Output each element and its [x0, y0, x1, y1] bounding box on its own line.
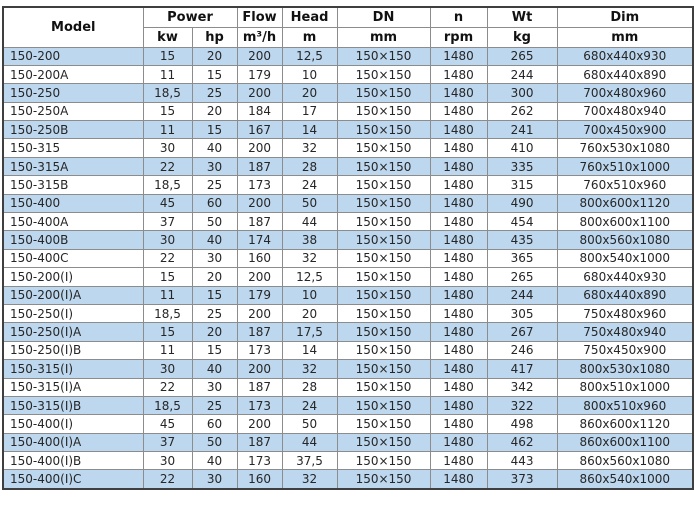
table-cell: 1480	[430, 213, 487, 231]
table-cell: 150×150	[337, 415, 430, 433]
table-cell: 14	[282, 121, 337, 139]
table-row	[3, 323, 693, 341]
table-cell: 15	[192, 286, 237, 304]
table-cell: 22	[143, 157, 192, 175]
table-cell: 173	[237, 341, 282, 359]
table-cell: 150×150	[337, 231, 430, 249]
table-cell: 700x480x960	[557, 84, 693, 102]
col-header-dn: DN	[337, 7, 430, 27]
table-cell: 37	[143, 213, 192, 231]
table-cell: 22	[143, 470, 192, 489]
table-cell: 322	[487, 396, 557, 414]
table-cell: 24	[282, 176, 337, 194]
table-cell: 20	[192, 323, 237, 341]
table-body	[3, 47, 693, 489]
table-cell: 60	[192, 415, 237, 433]
table-cell: 167	[237, 121, 282, 139]
table-row	[3, 415, 693, 433]
table-cell: 265	[487, 47, 557, 65]
table-cell: 18,5	[143, 304, 192, 322]
col-header-model: Model	[3, 7, 143, 47]
table-cell: 187	[237, 323, 282, 341]
table-cell: 11	[143, 341, 192, 359]
table-cell: 860x600x1100	[557, 433, 693, 451]
table-cell: 30	[143, 231, 192, 249]
table-cell: 262	[487, 102, 557, 120]
table-cell: 800x510x1000	[557, 378, 693, 396]
col-header-flow: Flow	[237, 7, 282, 27]
table-cell: 20	[192, 47, 237, 65]
table-cell: 800x600x1120	[557, 194, 693, 212]
table-cell: 30	[192, 157, 237, 175]
table-cell: 1480	[430, 433, 487, 451]
table-row	[3, 121, 693, 139]
table-cell: 10	[282, 65, 337, 83]
table-cell: 40	[192, 360, 237, 378]
model-cell: 150-250(I)	[3, 304, 143, 322]
table-cell: 1480	[430, 378, 487, 396]
table-cell: 1480	[430, 231, 487, 249]
unit-head: m	[282, 27, 337, 47]
table-cell: 11	[143, 286, 192, 304]
table-cell: 1480	[430, 176, 487, 194]
table-cell: 40	[192, 452, 237, 470]
table-cell: 680x440x930	[557, 268, 693, 286]
table-cell: 1480	[430, 249, 487, 267]
table-cell: 40	[192, 231, 237, 249]
table-row	[3, 231, 693, 249]
model-cell: 150-200(I)	[3, 268, 143, 286]
table-cell: 1480	[430, 415, 487, 433]
table-cell: 800x560x1080	[557, 231, 693, 249]
model-cell: 150-400C	[3, 249, 143, 267]
table-cell: 173	[237, 396, 282, 414]
table-cell: 150×150	[337, 139, 430, 157]
table-cell: 373	[487, 470, 557, 489]
table-cell: 200	[237, 268, 282, 286]
table-cell: 50	[192, 433, 237, 451]
table-cell: 12,5	[282, 47, 337, 65]
model-cell: 150-315(I)A	[3, 378, 143, 396]
table-cell: 1480	[430, 323, 487, 341]
table-cell: 150×150	[337, 323, 430, 341]
table-cell: 1480	[430, 102, 487, 120]
table-cell: 1480	[430, 452, 487, 470]
table-cell: 179	[237, 286, 282, 304]
table-cell: 30	[143, 139, 192, 157]
table-cell: 1480	[430, 470, 487, 489]
table-cell: 1480	[430, 360, 487, 378]
table-row	[3, 84, 693, 102]
table-cell: 1480	[430, 286, 487, 304]
table-cell: 15	[192, 65, 237, 83]
table-cell: 150×150	[337, 249, 430, 267]
col-header-head: Head	[282, 7, 337, 27]
table-row	[3, 286, 693, 304]
table-cell: 50	[282, 415, 337, 433]
table-cell: 241	[487, 121, 557, 139]
table-row	[3, 341, 693, 359]
unit-flow: m³/h	[237, 27, 282, 47]
table-cell: 498	[487, 415, 557, 433]
table-cell: 17	[282, 102, 337, 120]
table-cell: 44	[282, 433, 337, 451]
col-header-wt: Wt	[487, 7, 557, 27]
table-cell: 187	[237, 378, 282, 396]
table-cell: 173	[237, 452, 282, 470]
table-cell: 187	[237, 213, 282, 231]
table-cell: 1480	[430, 304, 487, 322]
unit-dim: mm	[557, 27, 693, 47]
table-cell: 1480	[430, 194, 487, 212]
table-cell: 28	[282, 378, 337, 396]
table-cell: 187	[237, 157, 282, 175]
model-cell: 150-400A	[3, 213, 143, 231]
table-cell: 37	[143, 433, 192, 451]
table-cell: 15	[143, 323, 192, 341]
table-cell: 187	[237, 433, 282, 451]
table-cell: 200	[237, 415, 282, 433]
table-cell: 30	[192, 378, 237, 396]
table-cell: 680x440x890	[557, 65, 693, 83]
table-cell: 200	[237, 139, 282, 157]
table-row	[3, 470, 693, 489]
table-cell: 150×150	[337, 470, 430, 489]
table-cell: 45	[143, 415, 192, 433]
table-row	[3, 433, 693, 451]
model-cell: 150-250A	[3, 102, 143, 120]
table-cell: 200	[237, 84, 282, 102]
table-cell: 200	[237, 194, 282, 212]
table-cell: 150×150	[337, 396, 430, 414]
unit-dn: mm	[337, 27, 430, 47]
table-cell: 150×150	[337, 378, 430, 396]
table-cell: 11	[143, 65, 192, 83]
table-cell: 246	[487, 341, 557, 359]
table-cell: 305	[487, 304, 557, 322]
table-cell: 150×150	[337, 84, 430, 102]
model-cell: 150-250(I)A	[3, 323, 143, 341]
header-row-labels	[3, 7, 693, 27]
table-cell: 173	[237, 176, 282, 194]
col-header-dim: Dim	[557, 7, 693, 27]
table-cell: 150×150	[337, 121, 430, 139]
table-cell: 179	[237, 65, 282, 83]
model-cell: 150-200A	[3, 65, 143, 83]
table-cell: 150×150	[337, 157, 430, 175]
table-header	[3, 7, 693, 47]
table-cell: 32	[282, 249, 337, 267]
model-cell: 150-400(I)C	[3, 470, 143, 489]
table-cell: 150×150	[337, 213, 430, 231]
table-cell: 30	[192, 249, 237, 267]
table-cell: 760x530x1080	[557, 139, 693, 157]
table-cell: 1480	[430, 396, 487, 414]
unit-kw: kw	[143, 27, 192, 47]
model-cell: 150-315	[3, 139, 143, 157]
table-cell: 32	[282, 139, 337, 157]
table-cell: 15	[143, 268, 192, 286]
table-row	[3, 157, 693, 175]
unit-n: rpm	[430, 27, 487, 47]
table-cell: 150×150	[337, 176, 430, 194]
table-cell: 38	[282, 231, 337, 249]
table-cell: 680x440x890	[557, 286, 693, 304]
table-row	[3, 360, 693, 378]
table-cell: 15	[192, 341, 237, 359]
table-cell: 150×150	[337, 47, 430, 65]
table-cell: 20	[282, 84, 337, 102]
table-cell: 342	[487, 378, 557, 396]
table-row	[3, 249, 693, 267]
table-cell: 32	[282, 360, 337, 378]
model-cell: 150-200(I)A	[3, 286, 143, 304]
table-cell: 150×150	[337, 452, 430, 470]
table-cell: 150×150	[337, 194, 430, 212]
table-cell: 1480	[430, 157, 487, 175]
table-cell: 1480	[430, 84, 487, 102]
table-cell: 184	[237, 102, 282, 120]
table-cell: 800x600x1100	[557, 213, 693, 231]
table-cell: 18,5	[143, 396, 192, 414]
table-cell: 1480	[430, 139, 487, 157]
table-cell: 44	[282, 213, 337, 231]
table-cell: 17,5	[282, 323, 337, 341]
table-cell: 800x510x960	[557, 396, 693, 414]
model-cell: 150-400(I)	[3, 415, 143, 433]
table-cell: 150×150	[337, 304, 430, 322]
table-cell: 37,5	[282, 452, 337, 470]
table-cell: 45	[143, 194, 192, 212]
table-row	[3, 194, 693, 212]
table-cell: 267	[487, 323, 557, 341]
table-cell: 150×150	[337, 286, 430, 304]
table-cell: 365	[487, 249, 557, 267]
table-cell: 462	[487, 433, 557, 451]
table-cell: 25	[192, 176, 237, 194]
table-cell: 20	[192, 268, 237, 286]
table-row	[3, 396, 693, 414]
table-cell: 200	[237, 304, 282, 322]
table-cell: 150×150	[337, 360, 430, 378]
table-cell: 443	[487, 452, 557, 470]
table-cell: 750x450x900	[557, 341, 693, 359]
table-row	[3, 47, 693, 65]
table-cell: 30	[143, 452, 192, 470]
table-row	[3, 176, 693, 194]
table-cell: 435	[487, 231, 557, 249]
table-cell: 20	[192, 102, 237, 120]
table-cell: 800x530x1080	[557, 360, 693, 378]
pump-spec-table	[2, 6, 694, 490]
table-cell: 11	[143, 121, 192, 139]
table-cell: 750x480x940	[557, 323, 693, 341]
table-cell: 18,5	[143, 176, 192, 194]
table-cell: 860x600x1120	[557, 415, 693, 433]
model-cell: 150-400(I)A	[3, 433, 143, 451]
table-row	[3, 139, 693, 157]
table-cell: 150×150	[337, 268, 430, 286]
table-row	[3, 452, 693, 470]
table-cell: 700x450x900	[557, 121, 693, 139]
table-cell: 22	[143, 378, 192, 396]
table-cell: 200	[237, 360, 282, 378]
table-cell: 14	[282, 341, 337, 359]
unit-wt: kg	[487, 27, 557, 47]
table-row	[3, 304, 693, 322]
table-cell: 300	[487, 84, 557, 102]
table-row	[3, 268, 693, 286]
table-cell: 750x480x960	[557, 304, 693, 322]
table-cell: 160	[237, 249, 282, 267]
table-cell: 417	[487, 360, 557, 378]
table-cell: 40	[192, 139, 237, 157]
table-cell: 315	[487, 176, 557, 194]
table-cell: 30	[192, 470, 237, 489]
col-header-power: Power	[143, 7, 237, 27]
table-cell: 454	[487, 213, 557, 231]
table-cell: 20	[282, 304, 337, 322]
table-cell: 174	[237, 231, 282, 249]
model-cell: 150-315B	[3, 176, 143, 194]
table-cell: 24	[282, 396, 337, 414]
table-cell: 30	[143, 360, 192, 378]
table-cell: 150×150	[337, 433, 430, 451]
table-cell: 22	[143, 249, 192, 267]
table-cell: 60	[192, 194, 237, 212]
table-cell: 800x540x1000	[557, 249, 693, 267]
table-cell: 1480	[430, 65, 487, 83]
table-cell: 25	[192, 304, 237, 322]
table-cell: 700x480x940	[557, 102, 693, 120]
table-cell: 160	[237, 470, 282, 489]
table-cell: 265	[487, 268, 557, 286]
table-cell: 18,5	[143, 84, 192, 102]
unit-hp: hp	[192, 27, 237, 47]
table-cell: 25	[192, 84, 237, 102]
table-cell: 1480	[430, 121, 487, 139]
model-cell: 150-200	[3, 47, 143, 65]
table-row	[3, 65, 693, 83]
col-header-n: n	[430, 7, 487, 27]
table-cell: 50	[192, 213, 237, 231]
table-cell: 1480	[430, 268, 487, 286]
table-cell: 1480	[430, 341, 487, 359]
table-cell: 860x560x1080	[557, 452, 693, 470]
table-cell: 12,5	[282, 268, 337, 286]
model-cell: 150-400(I)B	[3, 452, 143, 470]
table-cell: 490	[487, 194, 557, 212]
model-cell: 150-250	[3, 84, 143, 102]
table-cell: 15	[143, 102, 192, 120]
table-cell: 200	[237, 47, 282, 65]
table-row	[3, 213, 693, 231]
table-cell: 15	[143, 47, 192, 65]
table-cell: 150×150	[337, 102, 430, 120]
model-cell: 150-315(I)B	[3, 396, 143, 414]
model-cell: 150-250(I)B	[3, 341, 143, 359]
model-cell: 150-400B	[3, 231, 143, 249]
table-cell: 15	[192, 121, 237, 139]
model-cell: 150-315A	[3, 157, 143, 175]
table-cell: 1480	[430, 47, 487, 65]
table-cell: 244	[487, 65, 557, 83]
table-cell: 28	[282, 157, 337, 175]
table-cell: 10	[282, 286, 337, 304]
model-cell: 150-315(I)	[3, 360, 143, 378]
table-cell: 150×150	[337, 341, 430, 359]
table-cell: 25	[192, 396, 237, 414]
table-cell: 410	[487, 139, 557, 157]
model-cell: 150-400	[3, 194, 143, 212]
table-cell: 680x440x930	[557, 47, 693, 65]
table-cell: 860x540x1000	[557, 470, 693, 489]
table-row	[3, 378, 693, 396]
model-cell: 150-250B	[3, 121, 143, 139]
table-cell: 244	[487, 286, 557, 304]
table-cell: 32	[282, 470, 337, 489]
table-cell: 760x510x960	[557, 176, 693, 194]
table-cell: 150×150	[337, 65, 430, 83]
table-cell: 50	[282, 194, 337, 212]
table-cell: 335	[487, 157, 557, 175]
table-row	[3, 102, 693, 120]
table-cell: 760x510x1000	[557, 157, 693, 175]
